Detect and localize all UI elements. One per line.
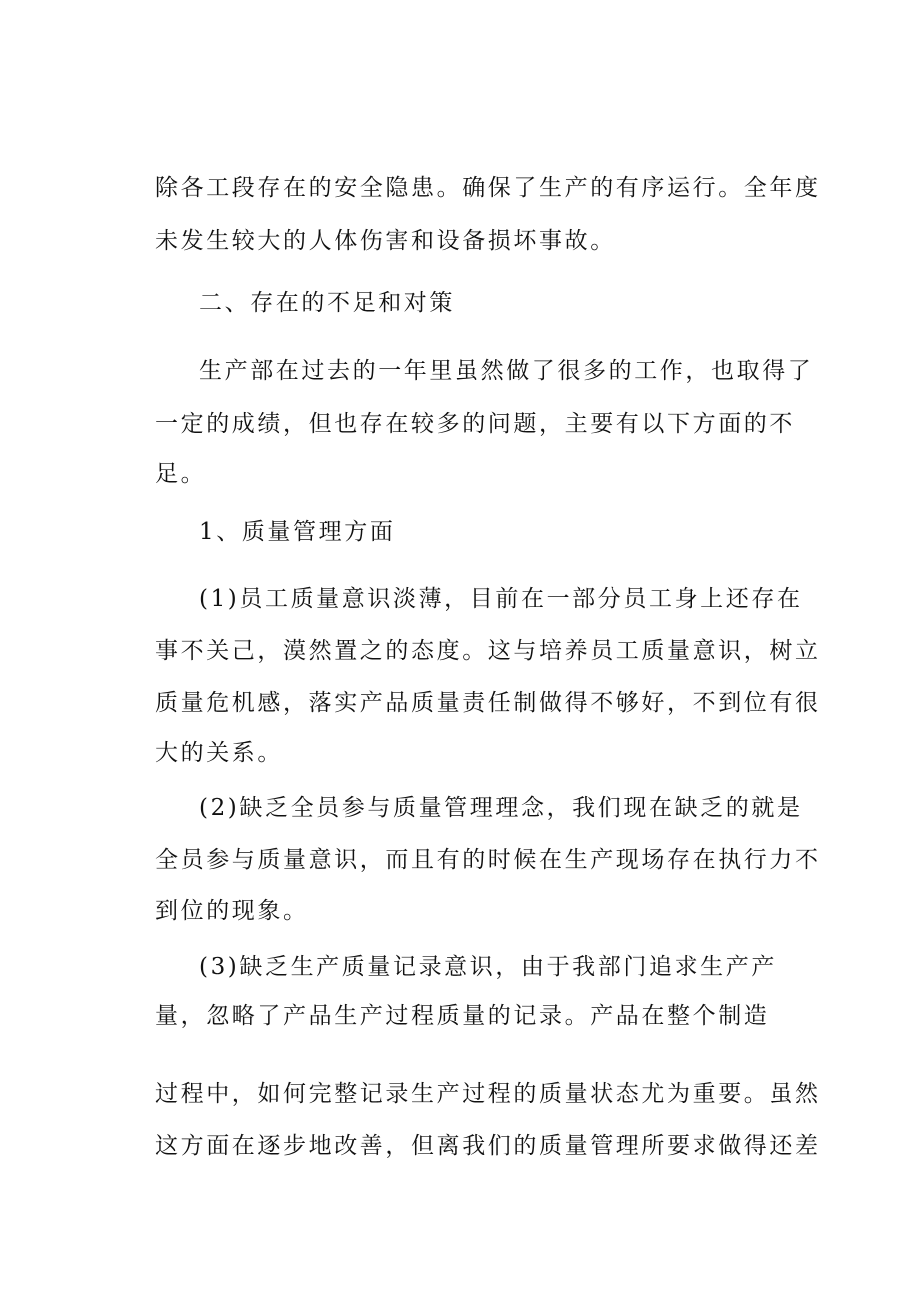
- section-heading: 二、存在的不足和对策: [199, 290, 455, 316]
- text-line: 除各工段存在的安全隐患。确保了生产的有序运行。全年度: [155, 175, 821, 201]
- text-line: 全员参与质量意识，而且有的时候在生产现场存在执行力不: [155, 847, 821, 873]
- text-line: 量，忽略了产品生产过程质量的记录。产品在整个制造: [155, 1003, 770, 1029]
- text-line: (1)员工质量意识淡薄，目前在一部分员工身上还存在: [199, 586, 803, 612]
- text-line: 一定的成绩，但也存在较多的问题，主要有以下方面的不: [155, 411, 795, 437]
- text-line: 质量危机感，落实产品质量责任制做得不够好，不到位有很: [155, 690, 821, 716]
- text-line: 这方面在逐步地改善，但离我们的质量管理所要求做得还差: [155, 1133, 821, 1159]
- text-line: 过程中，如何完整记录生产过程的质量状态尤为重要。虽然: [155, 1081, 821, 1107]
- text-line: 生产部在过去的一年里虽然做了很多的工作，也取得了: [199, 358, 814, 384]
- text-line: (3)缺乏生产质量记录意识，由于我部门追求生产产: [199, 954, 777, 980]
- text-line: 事不关己，漠然置之的态度。这与培养员工质量意识，树立: [155, 638, 821, 664]
- text-line: 大的关系。: [155, 740, 283, 766]
- text-line: (2)缺乏全员参与质量管理理念，我们现在缺乏的就是: [199, 795, 803, 821]
- text-line: 足。: [155, 461, 207, 487]
- subsection-heading: 1、质量管理方面: [199, 519, 396, 545]
- text-line: 到位的现象。: [155, 898, 309, 924]
- text-line: 未发生较大的人体伤害和设备损坏事故。: [155, 228, 616, 254]
